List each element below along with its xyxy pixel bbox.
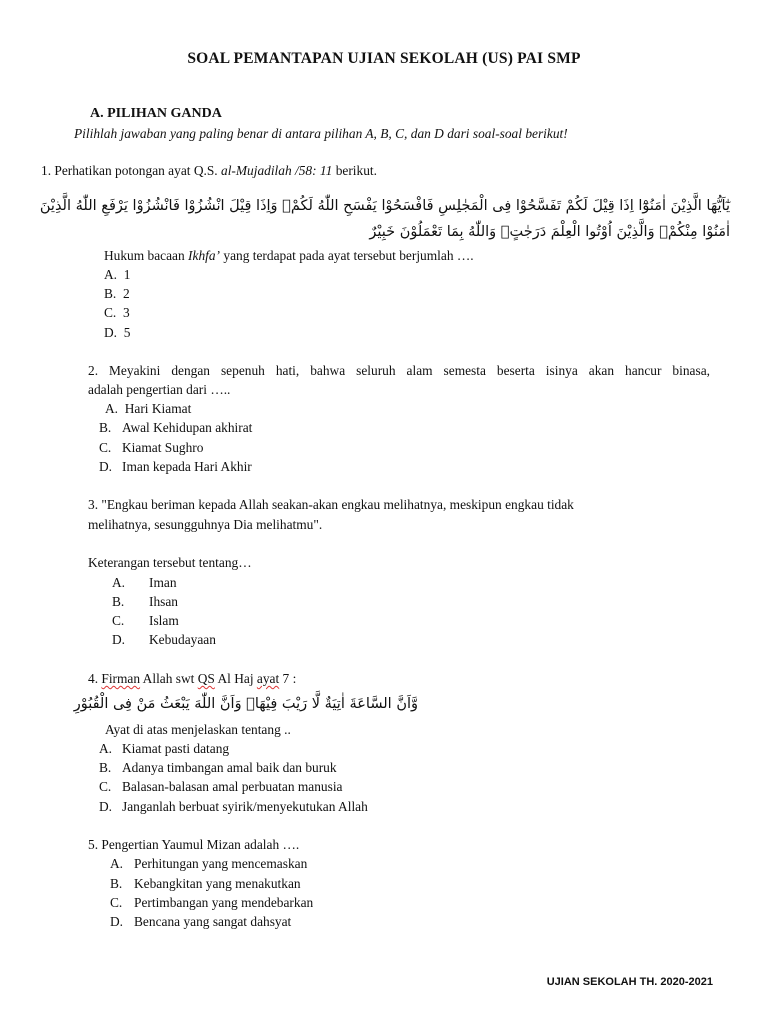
- option-text: Adanya timbangan amal baik dan buruk: [122, 760, 337, 775]
- option-q5-b[interactable]: [110, 876, 301, 892]
- option-q3-d[interactable]: [112, 632, 216, 648]
- option-text: Janganlah berbuat syirik/menyekutukan Allah: [122, 799, 368, 814]
- option-q2-b[interactable]: [99, 420, 252, 436]
- option-letter: D.: [104, 325, 118, 340]
- option-q2-a[interactable]: [105, 401, 191, 417]
- option-q1-c[interactable]: [104, 305, 130, 321]
- page-title: SOAL PEMANTAPAN UJIAN SEKOLAH (US) PAI SMP: [187, 50, 581, 67]
- section-instruction: Pilihlah jawaban yang paling benar di antara pilihan A, B, C, dan D dari soal-soal berikut!: [74, 126, 568, 141]
- question-3-text-line-1: 3. "Engkau beriman kepada Allah seakan-akan engkau melihatnya, meskipun engkau tidak: [88, 497, 574, 512]
- option-letter: D.: [112, 632, 126, 647]
- option-text: Bencana yang sangat dahsyat: [134, 914, 292, 929]
- question-2-text-line-1: 2. Meyakini dengan sepenuh hati, bahwa seluruh alam semesta beserta isinya akan hancur binasa,: [88, 363, 710, 378]
- question-1-text: [41, 163, 377, 179]
- question-4-number: 4.: [88, 671, 102, 686]
- option-q3-a[interactable]: [112, 575, 177, 591]
- option-letter: A.: [105, 401, 119, 416]
- question-4-text: [88, 671, 296, 687]
- question-3-text-line-2: melihatnya, sesungguhnya Dia melihatmu".: [88, 517, 323, 532]
- option-text: 2: [122, 286, 130, 301]
- option-letter: A.: [104, 267, 118, 282]
- option-text: Kiamat Sughro: [122, 440, 204, 455]
- option-letter: C.: [110, 895, 123, 910]
- option-q5-a[interactable]: [110, 856, 307, 872]
- option-letter: B.: [99, 420, 112, 435]
- option-text: Kiamat pasti datang: [122, 741, 230, 756]
- question-1-prefix: 1. Perhatikan potongan ayat Q.S.: [41, 163, 221, 178]
- question-1-arabic-line-2: اٰمَنُوْا مِنْكُمْۙ وَالَّذِيْنَ اُوْتُوا الْعِلْمَ دَرَجٰتٍۗ وَاللّٰهُ بِمَا تَعْمَلُوْنَ خَبِيْرٌ: [369, 224, 730, 240]
- question-4-word-ayat: ayat: [256, 671, 280, 686]
- question-1-ref: al-Mujadilah /58: 11: [221, 163, 333, 178]
- option-q2-d[interactable]: [99, 459, 252, 475]
- option-text: Pertimbangan yang mendebarkan: [134, 895, 314, 910]
- option-text: Awal Kehidupan akhirat: [122, 420, 253, 435]
- option-text: Kebudayaan: [149, 632, 216, 647]
- option-letter: B.: [104, 286, 117, 301]
- question-4-arabic: وَّاَنَّ السَّاعَةَ اٰتِيَةٌ لَّا رَيْبَ فِيْهَاۙ وَاَنَّ اللّٰهَ يَبْعَثُ مَنْ فِى الْقُبُوْرِ: [73, 696, 418, 712]
- option-q3-b[interactable]: [112, 594, 178, 610]
- option-text: Ihsan: [149, 594, 179, 609]
- page-footer: UJIAN SEKOLAH TH. 2020-2021: [546, 976, 713, 988]
- question-1-question-pre: Hukum bacaan: [104, 248, 189, 263]
- option-text: Iman kepada Hari Akhir: [122, 459, 252, 474]
- option-q4-c[interactable]: [99, 779, 342, 795]
- option-letter: B.: [112, 594, 125, 609]
- question-5-text: 5. Pengertian Yaumul Mizan adalah ….: [88, 837, 300, 852]
- option-letter: D.: [110, 914, 124, 929]
- option-text: 5: [123, 325, 131, 340]
- section-heading: A. PILIHAN GANDA: [90, 106, 222, 121]
- question-4-text-part: Allah swt: [140, 671, 198, 686]
- option-letter: B.: [110, 876, 123, 891]
- question-1-question: [104, 248, 474, 264]
- option-q4-b[interactable]: [99, 760, 337, 776]
- option-text: Kebangkitan yang menakutkan: [134, 876, 301, 891]
- option-q5-d[interactable]: [110, 914, 291, 930]
- option-text: 1: [123, 267, 131, 282]
- option-letter: C.: [104, 305, 117, 320]
- option-text: Hari Kiamat: [124, 401, 192, 416]
- option-text: Balasan-balasan amal perbuatan manusia: [122, 779, 343, 794]
- option-text: Islam: [149, 613, 179, 628]
- question-1-arabic-line-1: يٰٓاَيُّهَا الَّذِيْنَ اٰمَنُوْٓا اِذَا قِيْلَ لَكُمْ تَفَسَّحُوْا فِى الْمَجٰلِسِ فَافْسَحُوْا يَفْسَحِ اللّٰهُ لَكُمْۚ وَاِذَا قِيْلَ انْشُزُوْا فَانْشُزُوْا يَرْفَعِ اللّٰهُ الَّذِيْنَ: [39, 198, 730, 214]
- option-q1-b[interactable]: [104, 286, 130, 302]
- question-1-term: Ikhfa’: [188, 248, 221, 263]
- option-letter: A.: [99, 741, 113, 756]
- option-letter: B.: [99, 760, 112, 775]
- option-text: Iman: [149, 575, 177, 590]
- question-4-text-part: 7 :: [279, 671, 297, 686]
- question-1-question-post: yang terdapat pada ayat tersebut berjumlah ….: [220, 248, 474, 263]
- question-4-word-qs: QS: [197, 671, 215, 686]
- option-letter: C.: [99, 440, 112, 455]
- option-q2-c[interactable]: [99, 440, 203, 456]
- question-1-suffix: berikut.: [332, 163, 377, 178]
- question-4-text-part: Al Haj: [214, 671, 257, 686]
- question-4-word-firman: Firman: [101, 671, 141, 686]
- option-q4-d[interactable]: [99, 799, 368, 815]
- option-text: 3: [122, 305, 130, 320]
- question-3-question: Keterangan tersebut tentang…: [88, 555, 252, 570]
- option-text: Perhitungan yang mencemaskan: [134, 856, 308, 871]
- option-letter: C.: [99, 779, 112, 794]
- option-letter: D.: [99, 799, 113, 814]
- question-4-question: Ayat di atas menjelaskan tentang ..: [105, 722, 291, 737]
- question-2-text-line-2: adalah pengertian dari …..: [88, 382, 231, 397]
- option-q5-c[interactable]: [110, 895, 313, 911]
- option-q1-d[interactable]: [104, 325, 130, 341]
- option-letter: D.: [99, 459, 113, 474]
- option-q3-c[interactable]: [112, 613, 179, 629]
- option-letter: C.: [112, 613, 125, 628]
- option-q4-a[interactable]: [99, 741, 229, 757]
- option-letter: A.: [110, 856, 124, 871]
- option-q1-a[interactable]: [104, 267, 130, 283]
- option-letter: A.: [112, 575, 126, 590]
